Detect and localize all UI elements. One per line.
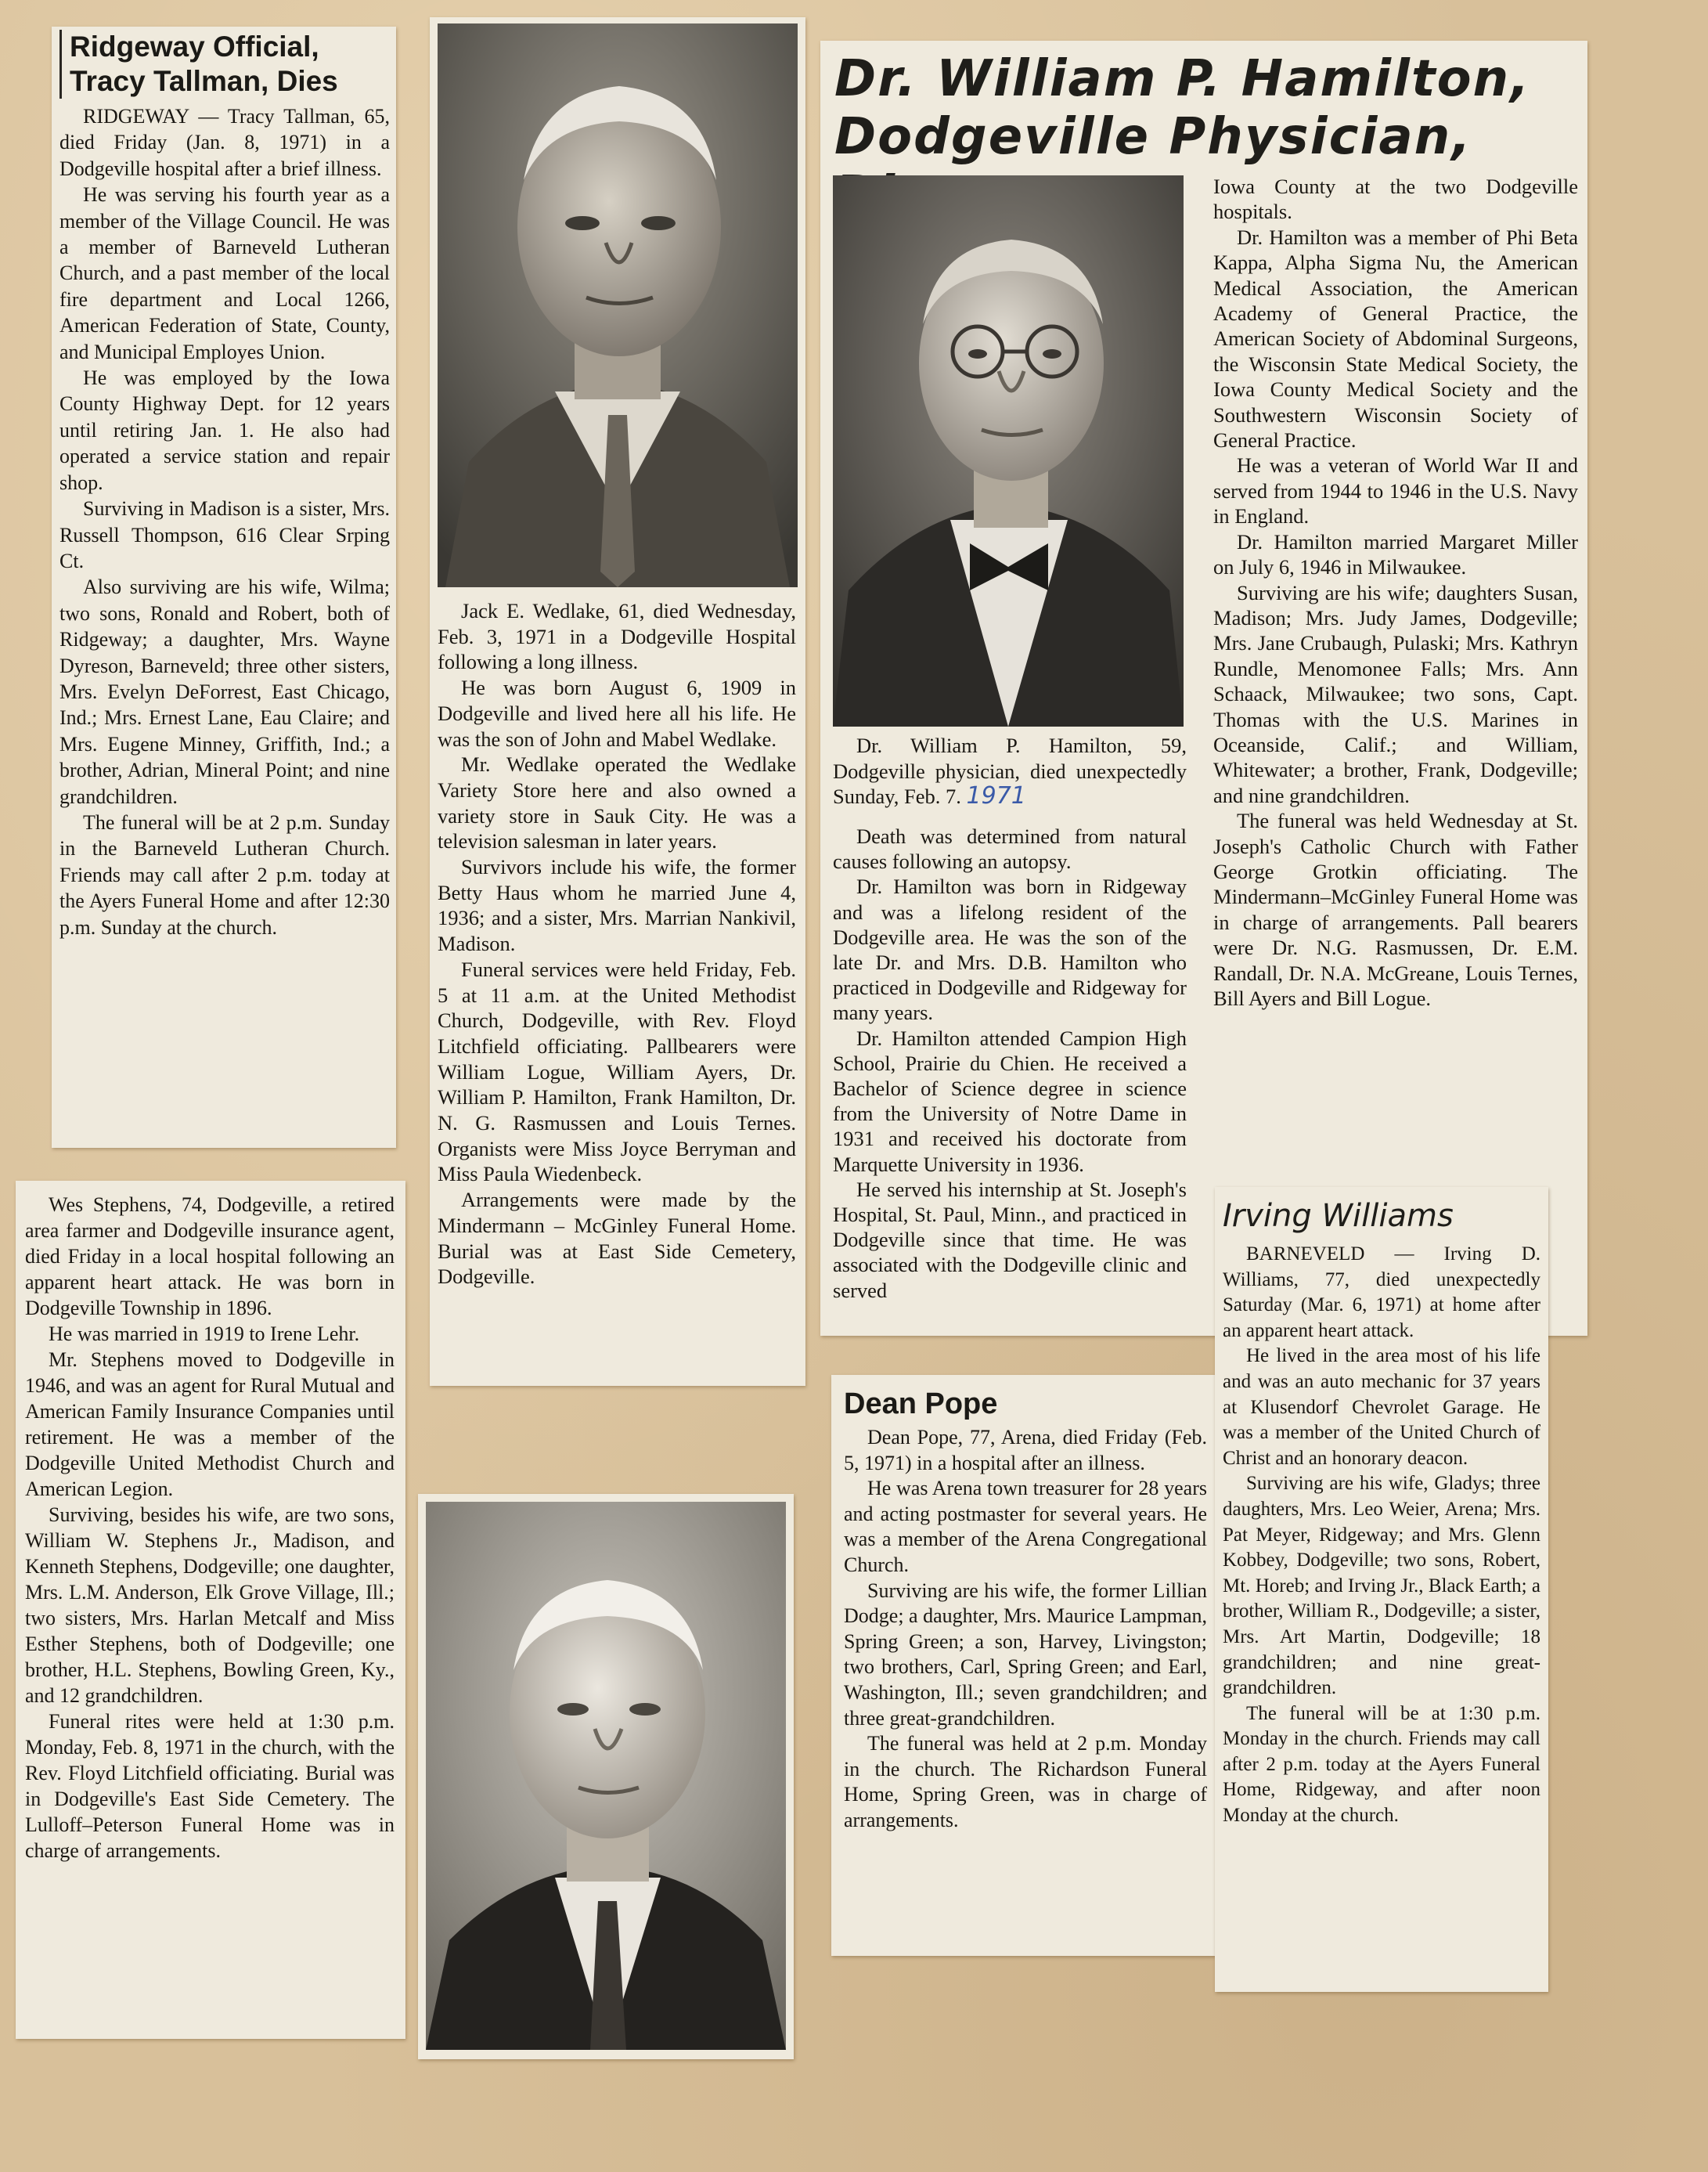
wedlake-obituary-clipping — [430, 17, 805, 1386]
williams-headline: Irving Williams — [1223, 1198, 1454, 1234]
paragraph: Surviving, besides his wife, are two sons, William W. Stephens Jr., Madison, and Kenneth Stephens, Dodgeville; one daughter, Mrs. L.M. Anderson, Elk Grove Village, Ill.; two sisters, Mrs. Harlan Metcalf and Miss Esther Stephens, both of Dodgeville; one brother, H.L. Stephens, Bowling Green, Ky., and 12 grandchildren. — [25, 1503, 395, 1707]
paragraph: He served his internship at St. Joseph's Hospital, St. Paul, Minn., and practiced in Dodgeville since that time. He was associated with the Dodgeville clinic and served — [833, 1177, 1187, 1302]
paragraph: He was employed by the Iowa County Highway Dept. for 12 years until retiring Jan. 1. He also had operated a service station and repair shop. — [59, 366, 390, 494]
tallman-obituary-clipping — [52, 27, 396, 1148]
paragraph: Survivors include his wife, the former Betty Haus whom he married June 4, 1936; and a sister, Mrs. Marrian Nankivil, Madison. — [438, 855, 796, 956]
paragraph: Funeral rites were held at 1:30 p.m. Monday, Feb. 8, 1971 in the church, with the Rev. Floyd Litchfield officiating. Burial was in Dodgeville's East Side Cemetery. The Lulloff–Peterson Funeral Home was in charge of arrangements. — [25, 1710, 395, 1862]
paragraph: Also surviving are his wife, Wilma; two sons, Ronald and Robert, both of Ridgeway; a daughter, Mrs. Wayne Dyreson, Barneveld; three other sisters, Mrs. Evelyn DeForrest, East Chicago, Ind.; Mrs. Ernest Lane, Eau Claire; and Mrs. Eugene Minney, Griffith, Ind.; a brother, Adrian, Mineral Point; and nine grandchildren. — [59, 575, 390, 808]
paragraph: He was Arena town treasurer for 28 years and acting postmaster for several years. He was a member of the Arena Congregational Church. — [844, 1477, 1207, 1576]
paragraph: Dr. Hamilton was a member of Phi Beta Kappa, Alpha Sigma Nu, the American Medical Association, the American Academy of General Practice, the American Society of Abdominal Surgeons, the Wisconsin State Medical Society, the Iowa County Medical Society and the Southwestern Wisconsin Society of General Practice. — [1213, 225, 1578, 453]
paragraph: Dr. Hamilton attended Campion High School, Prairie du Chien. He received a Bachelor of Science degree in science from the University of Notre Dame in 1931 and received his doctorate from Marquette University in 1936. — [833, 1026, 1187, 1176]
paragraph: Surviving are his wife; daughters Susan, Madison; Mrs. Judy James, Dodgeville; Mrs. Jane Crubaugh, Pulaski; Mrs. Kathryn Rundle, Menomonee Falls; Mrs. Ann Schaack, Milwaukee; two sons, Capt. Thomas with the U.S. Marines in Oceanside, Calif.; and William, Whitewater; a brother, Frank, Dodgeville; and nine grandchildren. — [1213, 580, 1578, 807]
pope-headline: Dean Pope — [844, 1387, 998, 1420]
paragraph: Mr. Wedlake operated the Wedlake Variety Store here and also owned a variety store in Sauk City. He was a television salesman in later years. — [438, 752, 796, 853]
caption-text: Dr. William P. Hamilton, 59, Dodgeville physician, died unexpectedly Sunday, Feb. 7. — [833, 734, 1187, 808]
paragraph: The funeral will be at 2 p.m. Sunday in the Barneveld Lutheran Church. Friends may call after 2 p.m. today at the Ayers Funeral Home and after 12:30 p.m. Sunday at the church. — [59, 810, 390, 939]
stephens-obituary-clipping — [16, 1181, 405, 2039]
paragraph: Jack E. Wedlake, 61, died Wednesday, Feb. 3, 1971 in a Dodgeville Hospital following a long illness. — [438, 599, 796, 674]
hamilton-obituary-clipping — [820, 41, 1587, 1336]
williams-obituary-clipping — [1215, 1187, 1548, 1992]
paragraph: He was born August 6, 1909 in Dodgeville and lived here all his life. He was the son of John and Mabel Wedlake. — [438, 676, 796, 751]
tallman-headline — [59, 30, 390, 99]
paragraph: Arrangements were made by the Mindermann – McGinley Funeral Home. Burial was at East Side Cemetery, Dodgeville. — [438, 1188, 796, 1289]
paragraph: The funeral will be at 1:30 p.m. Monday in the church. Friends may call after 2 p.m. today at the Ayers Funeral Home, Ridgeway, and after noon Monday at the church. — [1223, 1702, 1540, 1827]
paragraph: He was a veteran of World War II and served from 1944 to 1946 in the U.S. Navy in England. — [1213, 453, 1578, 529]
hamilton-headline-line2: Dodgeville Physician, — [834, 108, 1472, 166]
hamilton-body-column-1 — [833, 824, 1187, 1303]
paragraph: Surviving are his wife, Gladys; three daughters, Mrs. Leo Weier, Arena; Mrs. Pat Meyer, Ridgeway; and Mrs. Glenn Kobbey, Dodgeville; two sons, Robert, Mt. Horeb; and Irving Jr., Black Earth; a brother, William R., Dodgeville; a sister, Mrs. Art Martin, Dodgeville; 18 grandchildren; and nine great-grandchildren. — [1223, 1473, 1540, 1699]
paragraph: RIDGEWAY — Tracy Tallman, 65, died Friday (Jan. 8, 1971) in a Dodgeville hospital after a brief illness. — [59, 105, 390, 180]
wedlake-body — [438, 598, 796, 1290]
wedlake-portrait-photo — [438, 23, 798, 587]
hamilton-body-column-2 — [1213, 174, 1578, 1011]
handwritten-year-annotation: 1971 — [966, 782, 1026, 810]
stephens-body — [25, 1192, 395, 1864]
paragraph: He was married in 1919 to Irene Lehr. — [49, 1322, 360, 1345]
pope-body — [844, 1425, 1207, 1834]
paragraph: Dr. Hamilton was born in Ridgeway and was a lifelong resident of the Dodgeville area. He was the son of the late Dr. and Mrs. D.B. Hamilton who practiced in Dodgeville and Ridgeway for many years. — [833, 875, 1187, 1025]
pope-obituary-clipping — [831, 1375, 1215, 1956]
hamilton-caption — [833, 733, 1187, 810]
paragraph: Dr. Hamilton married Margaret Miller on July 6, 1946 in Milwaukee. — [1213, 529, 1578, 579]
paragraph: Funeral services were held Friday, Feb. 5 at 11 a.m. at the United Methodist Church, Dodgeville, with Rev. Floyd Litchfield officiating. Pallbearers were William Logue, William Ayers, Dr. William P. Hamilton, Frank Hamilton, Dr. N. G. Rasmussen and Louis Ternes. Organists were Miss Joyce Berryman and Miss Paula Wiedenbeck. — [438, 957, 796, 1186]
paragraph: Death was determined from natural causes following an autopsy. — [833, 824, 1187, 874]
paragraph: Iowa County at the two Dodgeville hospitals. — [1213, 175, 1578, 224]
caption-paragraph — [833, 733, 1187, 810]
stephens-portrait-photo — [426, 1502, 786, 2050]
paragraph: The funeral was held Wednesday at St. Joseph's Catholic Church with Father George Grotkin officiating. The Mindermann–McGinley Funeral Home was in charge of arrangements. Pall bearers were Dr. N.G. Rasmussen, Dr. E.M. Randall, Dr. N.A. McGreane, Louis Ternes, Bill Ayers and Bill Logue. — [1213, 809, 1578, 1010]
tallman-headline-line1: Ridgeway Official, — [70, 31, 319, 63]
paragraph: He lived in the area most of his life and was an auto mechanic for 37 years at Klusendorf Chevrolet Garage. He was a member of the United Church of Christ and an honorary deacon. — [1223, 1345, 1540, 1469]
paragraph: Surviving are his wife, the former Lillian Dodge; a daughter, Mrs. Maurice Lampman, Spring Green; a son, Harvey, Livingston; two brothers, Carl, Spring Green; and Earl, Washington, Ill.; seven grandchildren; and three great-grandchildren. — [844, 1578, 1207, 1730]
paragraph: Mr. Stephens moved to Dodgeville in 1946, and was an agent for Rural Mutual and American Family Insurance Companies until retirement. He was a member of the Dodgeville United Methodist Church and American Legion. — [25, 1348, 395, 1500]
stephens-photo-clipping — [418, 1494, 794, 2059]
tallman-headline-line2: Tracy Tallman, Dies — [70, 65, 338, 97]
hamilton-portrait-photo — [833, 175, 1184, 727]
paragraph: Surviving in Madison is a sister, Mrs. Russell Thompson, 616 Clear Srping Ct. — [59, 497, 390, 572]
paragraph: He was serving his fourth year as a member of the Village Council. He was a member of Barneveld Lutheran Church, and a past member of the local fire department and Local 1266, American Federation of State, County, and Municipal Employes Union. — [59, 183, 390, 363]
tallman-body — [59, 103, 390, 940]
williams-body — [1223, 1242, 1540, 1829]
paragraph: The funeral was held at 2 p.m. Monday in the church. The Richardson Funeral Home, Spring Green, was in charge of arrangements. — [844, 1732, 1207, 1831]
paragraph: Dean Pope, 77, Arena, died Friday (Feb. 5, 1971) in a hospital after an illness. — [844, 1426, 1207, 1474]
paragraph: BARNEVELD — Irving D. Williams, 77, died unexpectedly Saturday (Mar. 6, 1971) at home after an apparent heart attack. — [1223, 1243, 1540, 1341]
paragraph: Wes Stephens, 74, Dodgeville, a retired area farmer and Dodgeville insurance agent, died Friday in a local hospital following an apparent heart attack. He was born in Dodgeville Township in 1896. — [25, 1193, 395, 1319]
hamilton-headline-line1: Dr. William P. Hamilton, — [834, 50, 1531, 108]
